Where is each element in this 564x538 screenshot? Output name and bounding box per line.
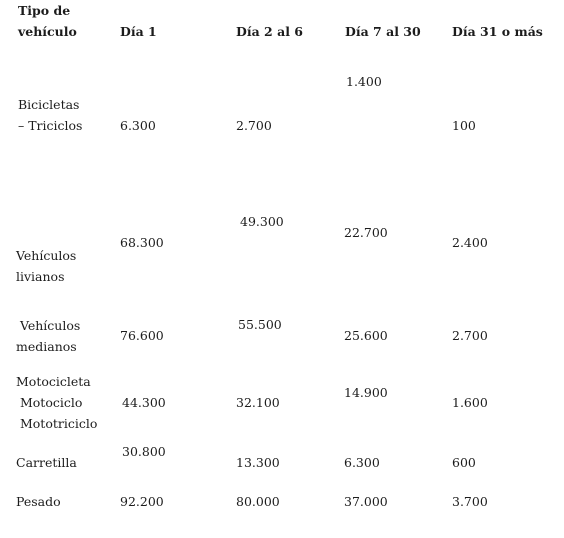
cell-medium-day-7-30: 25.600: [344, 328, 388, 343]
cell-heavy-day-1: 92.200: [120, 494, 164, 509]
cell-bicycles-day-1: 6.300: [120, 118, 156, 133]
cell-heavy-day-31-plus: 3.700: [452, 494, 488, 509]
cell-moto-day-7-30: 14.900: [344, 385, 388, 400]
cell-light-day-7-30: 22.700: [344, 225, 388, 240]
cell-heavy-day-7-30: 37.000: [344, 494, 388, 509]
cell-cart-day-31-plus: 600: [452, 455, 476, 470]
cell-moto-day-31-plus: 1.600: [452, 395, 488, 410]
row-type-motorcycles: Motocicleta Motociclo Mototriciclo: [16, 374, 98, 431]
cell-moto-day-2-6: 32.100: [236, 395, 280, 410]
cell-cart-day-1: 30.800: [122, 444, 166, 459]
cell-bicycles-day-7-30: 1.400: [346, 74, 382, 89]
header-day-2-6: Día 2 al 6: [236, 24, 303, 39]
cell-light-day-1: 68.300: [120, 235, 164, 250]
row-type-light-vehicles: Vehículos livianos: [16, 248, 77, 284]
cell-heavy-day-2-6: 80.000: [236, 494, 280, 509]
cell-bicycles-day-31-plus: 100: [452, 118, 476, 133]
cell-medium-day-31-plus: 2.700: [452, 328, 488, 343]
cell-bicycles-day-2-6: 2.700: [236, 118, 272, 133]
cell-medium-day-2-6: 55.500: [238, 317, 282, 332]
header-day-7-30: Día 7 al 30: [345, 24, 421, 39]
header-day-31-plus: Día 31 o más: [452, 24, 543, 39]
row-type-heavy: Pesado: [16, 494, 61, 509]
header-day-1: Día 1: [120, 24, 157, 39]
cell-cart-day-7-30: 6.300: [344, 455, 380, 470]
row-type-cart: Carretilla: [16, 455, 77, 470]
cell-medium-day-1: 76.600: [120, 328, 164, 343]
row-type-bicycles: Bicicletas – Triciclos: [18, 97, 83, 133]
header-vehicle-type: Tipo de vehículo: [18, 3, 77, 39]
cell-cart-day-2-6: 13.300: [236, 455, 280, 470]
cell-moto-day-1: 44.300: [122, 395, 166, 410]
cell-light-day-31-plus: 2.400: [452, 235, 488, 250]
cell-light-day-2-6: 49.300: [240, 214, 284, 229]
row-type-medium-vehicles: Vehículos medianos: [16, 318, 81, 354]
